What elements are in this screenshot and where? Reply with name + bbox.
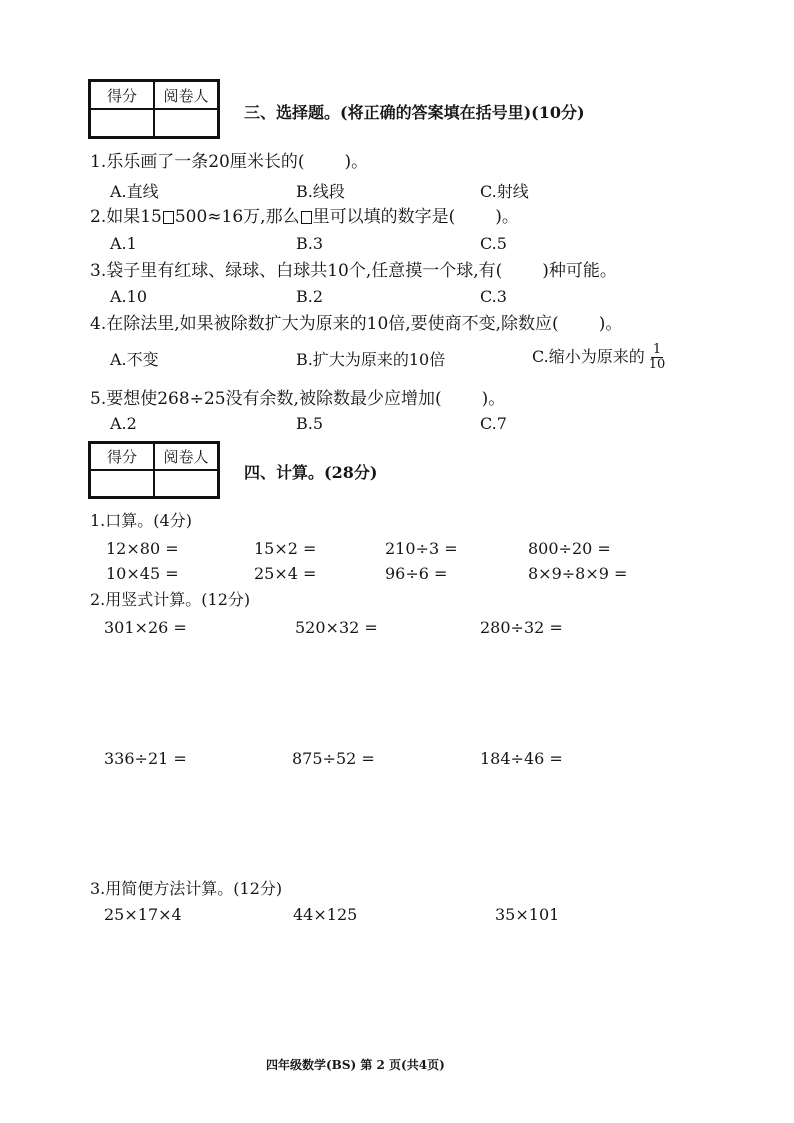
q3-option-a[interactable]: A.10 xyxy=(110,287,147,306)
vertical-calc-5: 875÷52 = xyxy=(292,749,375,768)
score-box-2 xyxy=(88,441,220,499)
fraction-one-tenth: $\frac{1}{10}$ xyxy=(648,342,666,372)
part2-title: 2.用竖式计算。(12分) xyxy=(90,590,251,609)
oral-calc-7: 96÷6 = xyxy=(385,564,448,583)
vertical-calc-3: 280÷32 = xyxy=(480,618,563,637)
question-4: 4.在除法里,如果被除数扩大为原来的10倍,要使商不变,除数应( )。 xyxy=(90,314,623,334)
q4-option-b[interactable]: B.扩大为原来的10倍 xyxy=(296,350,446,369)
grader-field[interactable] xyxy=(154,470,218,497)
q5-option-a[interactable]: A.2 xyxy=(110,414,137,433)
part1-title: 1.口算。(4分) xyxy=(90,511,192,530)
square-box-icon xyxy=(163,211,174,224)
q2-option-c[interactable]: C.5 xyxy=(480,234,507,253)
page-footer: 四年级数学(BS) 第 2 页(共4页) xyxy=(266,1058,445,1072)
grader-label: 阅卷人 xyxy=(154,81,218,109)
oral-calc-5: 10×45 = xyxy=(106,564,179,583)
vertical-calc-1: 301×26 = xyxy=(104,618,187,637)
simple-calc-2: 44×125 xyxy=(293,905,358,924)
q1-option-a[interactable]: A.直线 xyxy=(110,182,159,201)
score-label: 得分 xyxy=(90,443,154,470)
score-box-1 xyxy=(88,79,220,139)
score-label: 得分 xyxy=(90,81,154,109)
vertical-calc-2: 520×32 = xyxy=(295,618,378,637)
q5-option-c[interactable]: C.7 xyxy=(480,414,507,433)
q3-option-b[interactable]: B.2 xyxy=(296,287,324,306)
q4-option-c[interactable]: C.缩小为原来的 $\frac{1}{10}$ xyxy=(532,342,666,372)
q2-option-b[interactable]: B.3 xyxy=(296,234,324,253)
oral-calc-8: 8×9÷8×9 = xyxy=(528,564,628,583)
question-1-stem: 1.乐乐画了一条20厘米长的( xyxy=(90,152,305,172)
q5-option-b[interactable]: B.5 xyxy=(296,414,324,433)
score-field[interactable] xyxy=(90,109,154,137)
oral-calc-1: 12×80 = xyxy=(106,539,179,558)
oral-calc-2: 15×2 = xyxy=(254,539,317,558)
question-2: 2.如果15 500≈16万,那么 里可以填的数字是( )。 xyxy=(90,207,519,227)
question-5: 5.要想使268÷25没有余数,被除数最少应增加( )。 xyxy=(90,389,506,409)
square-box-icon xyxy=(301,211,312,224)
q2-option-a[interactable]: A.1 xyxy=(110,234,137,253)
oral-calc-3: 210÷3 = xyxy=(385,539,458,558)
q1-option-c[interactable]: C.射线 xyxy=(480,182,529,201)
section4-title: 四、计算。(28分) xyxy=(244,463,378,482)
vertical-calc-6: 184÷46 = xyxy=(480,749,563,768)
simple-calc-1: 25×17×4 xyxy=(104,905,182,924)
grader-field[interactable] xyxy=(154,109,218,137)
simple-calc-3: 35×101 xyxy=(495,905,560,924)
score-field[interactable] xyxy=(90,470,154,497)
q4-option-a[interactable]: A.不变 xyxy=(110,350,159,369)
grader-label: 阅卷人 xyxy=(154,443,218,470)
question-1: 1.乐乐画了一条20厘米长的( )。 xyxy=(90,152,369,172)
vertical-calc-4: 336÷21 = xyxy=(104,749,187,768)
part3-title: 3.用简便方法计算。(12分) xyxy=(90,879,283,898)
question-3: 3.袋子里有红球、绿球、白球共10个,任意摸一个球,有( )种可能。 xyxy=(90,261,617,281)
oral-calc-4: 800÷20 = xyxy=(528,539,611,558)
section3-title: 三、选择题。(将正确的答案填在括号里)(10分) xyxy=(244,103,585,122)
q1-option-b[interactable]: B.线段 xyxy=(296,182,345,201)
oral-calc-6: 25×4 = xyxy=(254,564,317,583)
q3-option-c[interactable]: C.3 xyxy=(480,287,507,306)
